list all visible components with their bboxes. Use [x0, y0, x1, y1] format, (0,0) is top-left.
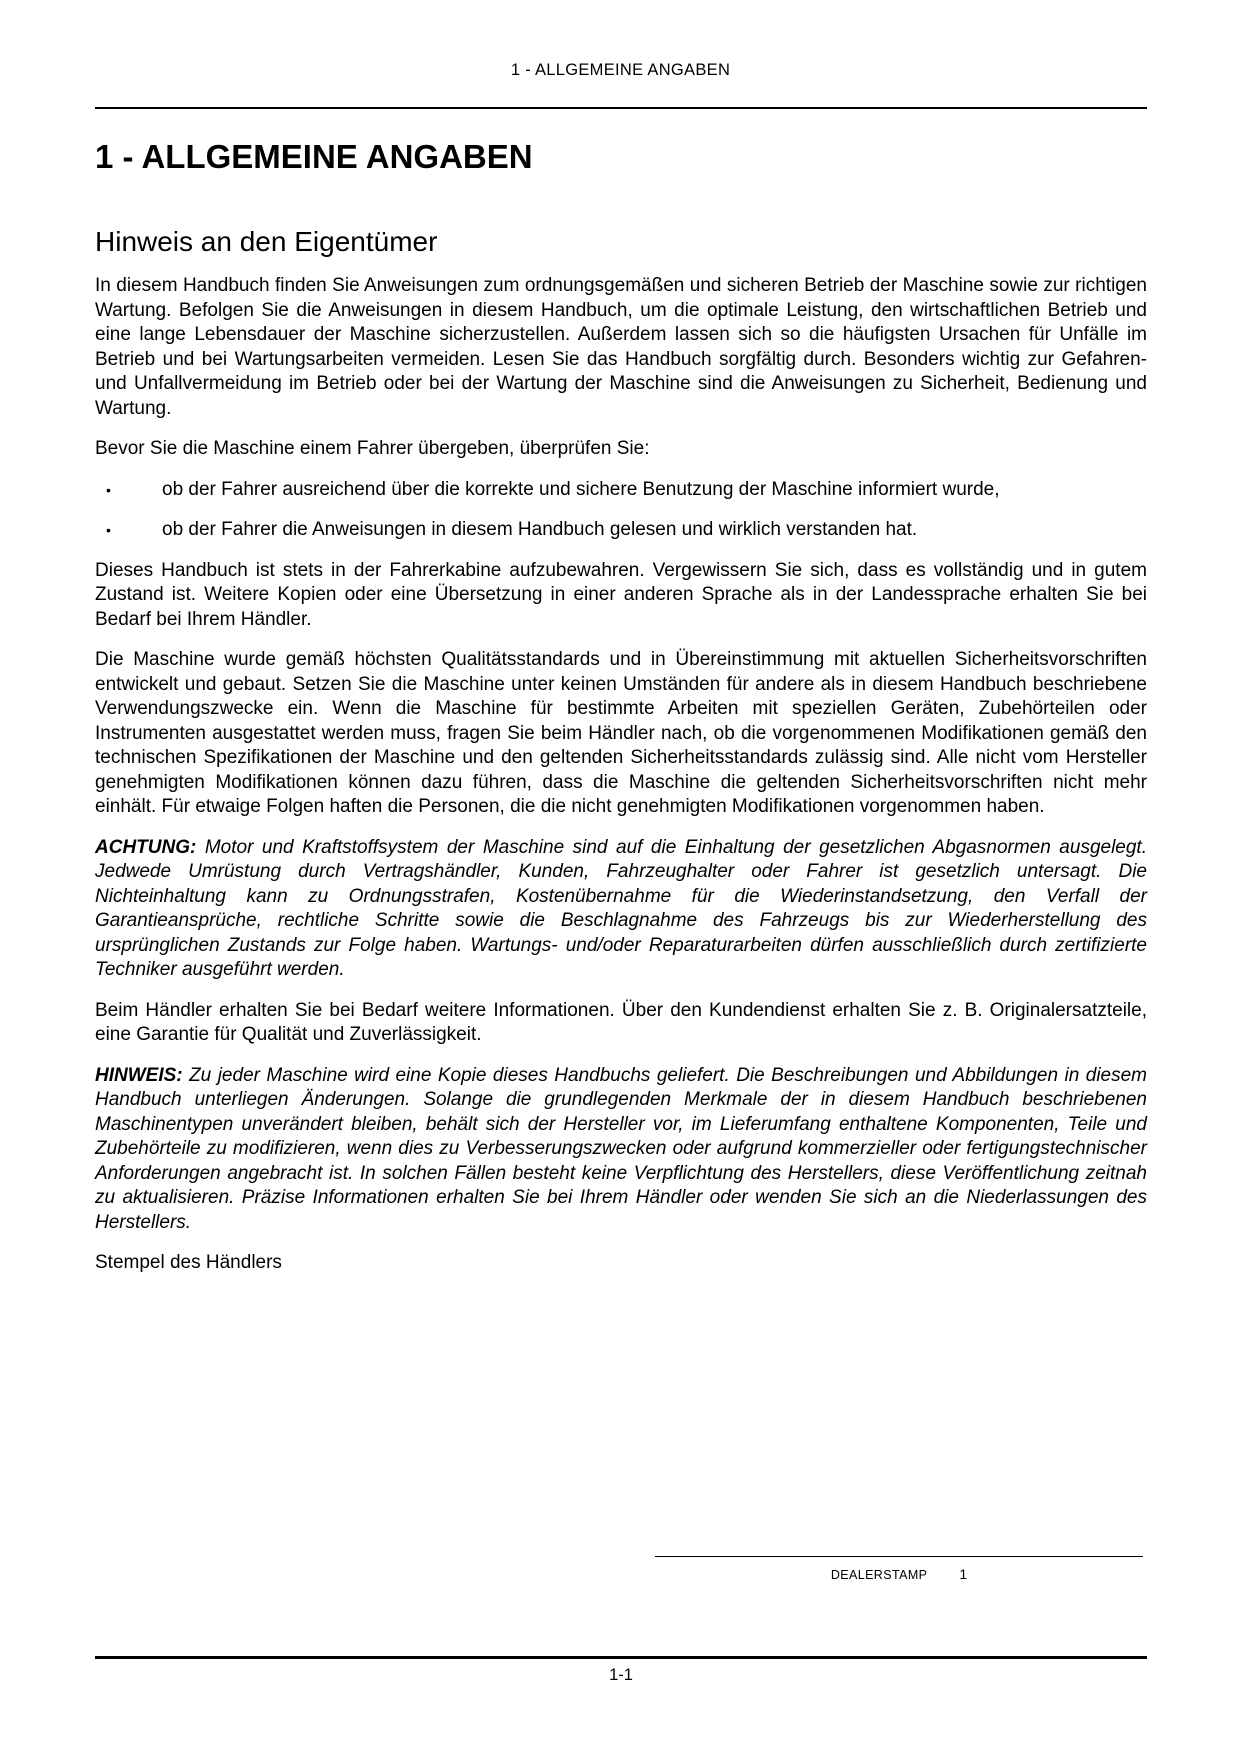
paragraph-dealer-info: Beim Händler erhalten Sie bei Bedarf weitere Informationen. Über den Kundendienst erhalten Sie z. B. Originalersatzteile, eine Garantie für Qualität und Zuverlässigkeit. [95, 999, 1147, 1045]
header-rule [95, 107, 1147, 109]
bullet-icon: • [106, 481, 111, 498]
paragraph-intro: In diesem Handbuch finden Sie Anweisungen zum ordnungsgemäßen und sicheren Betrieb der Maschine sowie zur richtigen Wartung. Befolgen Sie die Anweisungen in diesem Handbuch, um die optimale Leistung, den wirtschaftlichen Betrieb und eine lange Lebensdauer der Maschine sicherzustellen. Außerdem lassen sich so die häufigsten Ursachen für Unfälle im Betrieb und bei Wartungsarbeiten vermeiden. Lesen Sie das Handbuch sorgfältig durch. Besonders wichtig zur Gefahren- und Unfallvermeidung im Betrieb oder bei der Wartung der Maschine sind die Anweisungen zu Sicherheit, Bedienung und Wartung. [95, 275, 1147, 419]
running-header: 1 - ALLGEMEINE ANGABEN [510, 61, 731, 79]
paragraph-attention-notice [95, 836, 1147, 983]
dealer-stamp-number: 1 [959, 1566, 968, 1582]
paragraph-keep-in-cab: Dieses Handbuch ist stets in der Fahrerkabine aufzubewahren. Vergewissern Sie sich, dass es vollständig und in gutem Zustand ist. Weitere Kopien oder eine Übersetzung in einer anderen Sprache als in der Landessprache erhalten Sie bei Bedarf bei Ihrem Händler. [95, 559, 1147, 630]
paragraph-handover-intro: Bevor Sie die Maschine einem Fahrer übergeben, überprüfen Sie: [95, 438, 650, 459]
dealer-stamp-caption: Stempel des Händlers [95, 1252, 282, 1273]
dealer-stamp-label: DEALERSTAMP [830, 1568, 928, 1582]
bullet-icon: • [106, 522, 111, 538]
handover-checklist [95, 478, 1147, 543]
page-content [95, 139, 1147, 1276]
dealer-stamp-rule [655, 1556, 1143, 1557]
dealer-stamp-row [655, 1566, 1143, 1582]
page-footer [95, 1656, 1147, 1685]
section-title: Hinweis an den Eigentümer [95, 226, 438, 257]
note-text: Zu jeder Maschine wird eine Kopie dieses Handbuchs geliefert. Die Beschreibungen und Abbildungen in diesem Handbuch unterliegen Änderungen. Solange die grundlegenden Merkmale der in diesem Handbuch beschriebenen Maschinentypen unverändert bleiben, behält sich der Hersteller vor, im Lieferumfang enthaltene Komponenten, Teile und Zubehörteile zu modifizieren, wenn dies zu Verbesserungszwecken oder aufgrund kommerzieller oder fertigungstechnischer Anforderungen angebracht ist. In solchen Fällen besteht keine Verpflichtung des Herstellers, diese Veröffentlichung zeitnah zu aktualisieren. Präzise Informationen erhalten Sie bei Ihrem Händler oder wenden Sie sich an die Niederlassungen des Herstellers. [95, 1064, 1147, 1233]
list-item-text: ob der Fahrer die Anweisungen in diesem Handbuch gelesen und wirklich verstanden hat. [162, 519, 918, 540]
attention-label: ACHTUNG: [95, 836, 197, 858]
paragraph-standards: Die Maschine wurde gemäß höchsten Qualitätsstandards und in Übereinstimmung mit aktuellen Sicherheitsvorschriften entwickelt und gebaut. Setzen Sie die Maschine unter keinen Umständen für andere als in diesem Handbuch beschriebene Verwendungszwecke ein. Wenn die Maschine für bestimmte Arbeiten mit speziellen Geräten, Zubehörteilen oder Instrumenten ausgestattet werden muss, fragen Sie beim Händler nach, ob die vorgenommenen Modifikationen gemäß den technischen Spezifikationen der Maschine und den geltenden Sicherheitsstandards zulässig sind. Alle nicht vom Hersteller genehmigten Modifikationen können dazu führen, dass die Maschine die geltenden Sicherheitsvorschriften nicht mehr einhält. Für etwaige Folgen haften die Personen, die die nicht genehmigten Modifikationen vorgenommen haben. [95, 649, 1147, 817]
list-item [95, 478, 1147, 503]
paragraph-note-notice [95, 1064, 1147, 1236]
note-label: HINWEIS: [95, 1064, 183, 1086]
list-item-text: ob der Fahrer ausreichend über die korrekte und sichere Benutzung der Maschine informiert wurde, [162, 478, 1000, 500]
footer-rule [95, 1656, 1147, 1659]
list-item [95, 518, 1147, 543]
chapter-title: 1 - ALLGEMEINE ANGABEN [95, 138, 533, 175]
attention-text: Motor und Kraftstoffsystem der Maschine sind auf die Einhaltung der gesetzlichen Abgasnormen ausgelegt. Jedwede Umrüstung durch Vertragshändler, Kunden, Fahrzeughalter oder Fahrer ist gesetzlich untersagt. Die Nichteinhaltung kann zu Ordnungsstrafen, Kostenübernahme für die Wiederinstandsetzung, den Verfall der Garantieansprüche, rechtliche Schritte sowie die Beschlagnahme des Fahrzeugs bis zur Wiederherstellung des ursprünglichen Zustands zur Folge haben. Wartungs- und/oder Reparaturarbeiten dürfen ausschließlich durch zertifizierte Techniker ausgeführt werden. [95, 836, 1147, 980]
page-number: 1-1 [609, 1666, 633, 1684]
dealer-stamp-area [655, 1556, 1143, 1582]
